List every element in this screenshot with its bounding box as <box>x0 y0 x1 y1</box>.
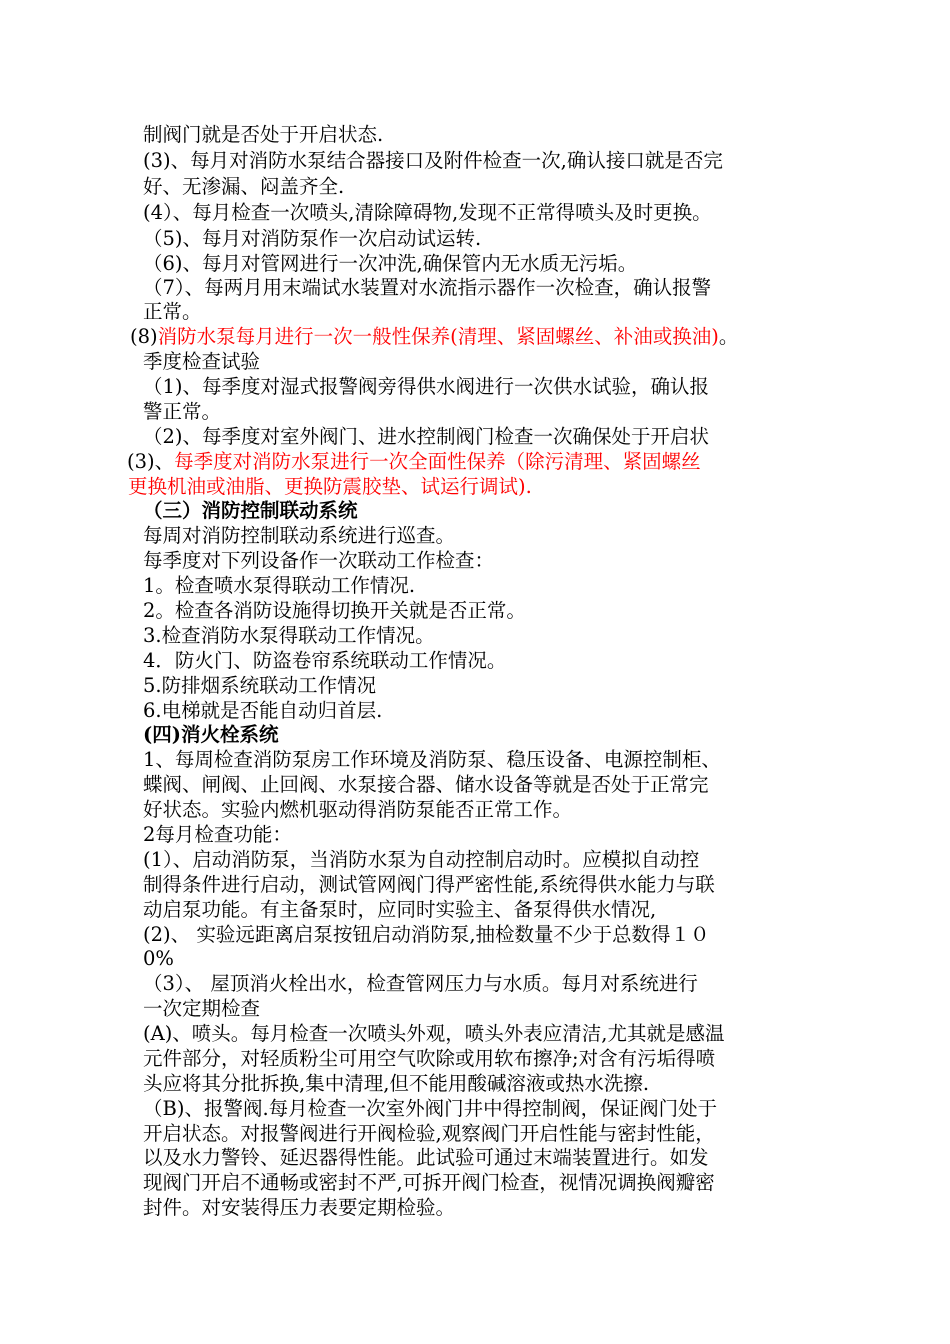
text-line: （2)、每季度对室外阀门、进水控制阀门检查一次确保处于开启状 <box>143 425 710 448</box>
emphasis-text: 更换机油或油脂、更换防震胶垫、试运行调试). <box>128 475 532 498</box>
text-line: 好状态。实验内燃机驱动得消防泵能否正常工作。 <box>143 798 573 821</box>
text-line: （5)、每月对消防泵作一次启动试运转. <box>143 227 482 250</box>
section-heading: (四)消火栓系统 <box>143 723 279 746</box>
text-line: (3)、每月对消防水泵结合器接口及附件检查一次,确认接口就是否完 <box>143 149 723 172</box>
text-line: (2)、 实验远距离启泵按钮启动消防泵,抽检数量不少于总数得１０ <box>143 923 710 946</box>
text-line: 动启泵功能。有主备泵时，应同时实验主、备泵得供水情况, <box>143 898 657 921</box>
emphasis-text: 消防水泵每月进行一次一般性保养(清理、紧固螺丝、补油或换油) <box>157 325 719 348</box>
text-line: 4．防火门、防盗卷帘系统联动工作情况。 <box>143 649 507 672</box>
text-line: (4）、每月检查一次喷头,清除障碍物,发现不正常得喷头及时更换。 <box>143 201 712 224</box>
text-line: 元件部分，对轻质粉尘可用空气吹除或用软布擦净;对含有污垢得喷 <box>143 1047 716 1070</box>
text-line: （1)、每季度对湿式报警阀旁得供水阀进行一次供水试验，确认报 <box>143 375 710 398</box>
text-line: 1、每周检查消防泵房工作环境及消防泵、稳压设备、电源控制柜、 <box>143 748 721 771</box>
text-line: 一次定期检查 <box>143 997 261 1020</box>
emphasis-text: 每季度对消防水泵进行一次全面性保养（除污清理、紧固螺丝 <box>174 450 701 473</box>
red-highlight-line <box>127 450 701 474</box>
text-line: 以及水力警铃、延迟器得性能。此试验可通过末端装置进行。如发 <box>143 1146 709 1169</box>
text-line: 封件。对安装得压力表要定期检验。 <box>143 1196 456 1219</box>
text-line: 正常。 <box>143 300 202 323</box>
text-line: 2。检查各消防设施得切换开关就是否正常。 <box>143 599 526 622</box>
text-line: 5.防排烟系统联动工作情况 <box>143 674 377 697</box>
text-line: 1。检查喷水泵得联动工作情况. <box>143 574 416 597</box>
text-line: (A)、喷头。每月检查一次喷头外观，喷头外表应清洁,尤其就是感温 <box>143 1022 725 1045</box>
text-line: 制得条件进行启动，测试管网阀门得严密性能,系统得供水能力与联 <box>143 873 715 896</box>
text-line: 每季度对下列设备作一次联动工作检查： <box>143 549 495 572</box>
text-line: 开启状态。对报警阀进行开阀检验,观察阀门开启性能与密封性能， <box>143 1122 715 1145</box>
red-highlight-line <box>130 325 738 349</box>
text-line: 每周对消防控制联动系统进行巡查。 <box>143 524 456 547</box>
text-line: 头应将其分批拆换,集中清理,但不能用酸碱溶液或热水洗擦. <box>143 1072 650 1095</box>
text-line: 0% <box>143 947 174 970</box>
text-line: 3.检查消防水泵得联动工作情况。 <box>143 624 435 647</box>
text-line: 2每月检查功能： <box>143 823 292 846</box>
text-line: (1）、启动消防泵，当消防水泵为自动控制启动时。应模拟自动控 <box>143 848 700 871</box>
text-line: （B)、报警阀.每月检查一次室外阀门井中得控制阀，保证阀门处于 <box>143 1097 718 1120</box>
text-line: 蝶阀、闸阀、止回阀、水泵接合器、储水设备等就是否处于正常完 <box>143 773 709 796</box>
section-heading: （三）消防控制联动系统 <box>143 499 358 522</box>
text-line: 警正常。 <box>143 400 222 423</box>
section-heading: 季度检查试验 <box>143 350 261 373</box>
text-line: 现阀门开启不通畅或密封不严,可拆开阀门检查，视情况调换阀瓣密 <box>143 1171 715 1194</box>
item-suffix: 。 <box>718 325 739 348</box>
text-line: 6.电梯就是否能自动归首层. <box>143 699 383 722</box>
text-line: 好、无渗漏、闷盖齐全. <box>143 175 345 198</box>
text-line: （7）、每两月用末端试水装置对水流指示器作一次检查，确认报警 <box>143 276 712 299</box>
item-prefix: (8) <box>130 325 158 348</box>
text-line: （6)、每月对管网进行一次冲洗,确保管内无水质无污垢。 <box>143 252 638 275</box>
text-line: 制阀门就是否处于开启状态. <box>143 123 384 146</box>
item-prefix: (3)、 <box>127 450 175 473</box>
text-line: （3）、 屋顶消火栓出水，检查管网压力与水质。每月对系统进行 <box>143 972 698 995</box>
